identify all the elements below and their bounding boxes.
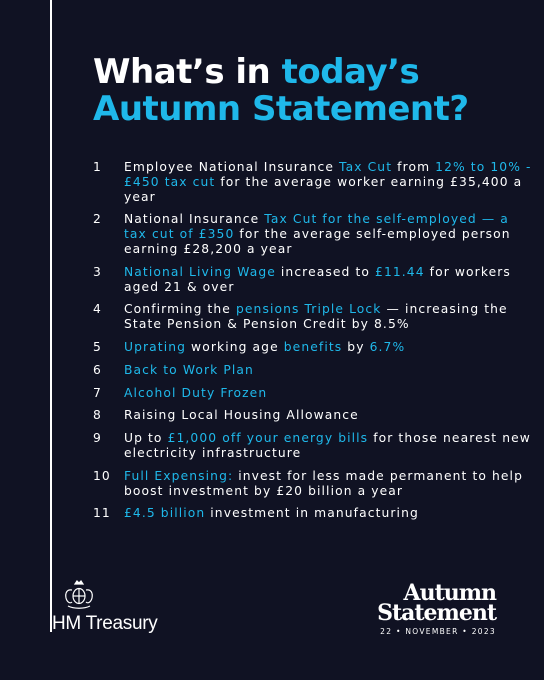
vertical-rule xyxy=(50,0,52,632)
highlight-text: National Living Wage xyxy=(124,264,276,279)
highlight-text: Back to Work Plan xyxy=(124,362,254,377)
item-number: 6 xyxy=(93,362,102,377)
list-item xyxy=(93,506,533,521)
title-accent-1: today’s xyxy=(281,52,420,92)
highlight-text: 12% to 10% - £450 tax cut xyxy=(124,160,532,189)
body-text: increased to xyxy=(275,264,376,279)
item-text xyxy=(124,363,533,378)
body-text: by xyxy=(342,339,370,354)
item-number: 11 xyxy=(93,506,111,521)
item-number: 1 xyxy=(93,160,102,174)
list-item xyxy=(93,469,533,499)
item-number: 7 xyxy=(93,385,102,400)
list-item xyxy=(93,363,533,378)
item-text xyxy=(124,469,533,499)
title-accent-2: Autumn Statement? xyxy=(93,89,469,129)
item-text xyxy=(124,386,533,401)
body-text: from xyxy=(392,160,436,174)
item-text xyxy=(124,265,533,295)
body-text: working age xyxy=(186,339,284,354)
item-number: 3 xyxy=(93,264,102,279)
body-text: for workers aged 21 & over xyxy=(124,264,511,294)
badge-line-1: Autumn xyxy=(403,580,496,606)
item-text xyxy=(124,506,533,521)
body-text: investment in manufacturing xyxy=(205,506,419,521)
highlight-text: £1,000 off your energy bills xyxy=(167,431,369,446)
highlight-text: Uprating xyxy=(124,339,187,354)
body-text: for the average self-employed person earning £28,200 a year xyxy=(124,227,511,256)
statement-list xyxy=(93,160,533,529)
item-text xyxy=(124,408,533,423)
autumn-statement-badge xyxy=(376,580,496,636)
list-item xyxy=(93,386,533,401)
highlight-text: £11.44 xyxy=(375,264,425,279)
body-text: for those nearest new electricity infrastructure xyxy=(124,431,531,460)
list-item xyxy=(93,212,533,256)
hm-treasury-label: HM Treasury xyxy=(52,613,158,634)
item-number: 8 xyxy=(93,408,102,423)
item-number: 5 xyxy=(93,339,102,354)
body-text: Confirming the xyxy=(124,302,236,317)
badge-line-2: Statement xyxy=(377,600,496,626)
body-text: for the average worker earning £35,400 a year xyxy=(124,174,523,204)
highlight-text: 6.7% xyxy=(369,339,406,354)
title-white: What’s in xyxy=(93,52,282,92)
item-number: 2 xyxy=(93,212,102,227)
body-text: — increasing the State Pension & Pension Credit by 8.5% xyxy=(124,302,508,332)
item-text xyxy=(124,340,533,355)
body-text: Up to xyxy=(124,431,168,446)
item-text xyxy=(124,212,533,256)
body-text: National Insurance xyxy=(124,212,265,227)
list-item xyxy=(93,431,533,461)
list-item xyxy=(93,302,533,332)
item-number: 10 xyxy=(93,468,111,483)
highlight-text: Full Expensing: xyxy=(124,468,234,483)
item-number: 9 xyxy=(93,431,102,446)
list-item xyxy=(93,340,533,355)
list-item xyxy=(93,160,533,204)
page-title xyxy=(93,54,523,128)
body-text: Raising Local Housing Allowance xyxy=(124,408,359,423)
highlight-text: pensions Triple Lock xyxy=(235,302,382,317)
list-item xyxy=(93,265,533,295)
item-text xyxy=(124,160,533,204)
item-text xyxy=(124,302,533,332)
body-text: Employee National Insurance xyxy=(124,160,340,174)
highlight-text: benefits xyxy=(283,339,343,354)
highlight-text: £4.5 billion xyxy=(124,506,206,521)
highlight-text: Tax Cut xyxy=(339,160,393,174)
item-number: 4 xyxy=(93,302,102,317)
body-text: invest for less made permanent to help boost investment by £20 billion a year xyxy=(124,468,523,498)
highlight-text: Alcohol Duty Frozen xyxy=(124,385,268,400)
highlight-text: Tax Cut for the self-employed — a tax cut of £350 xyxy=(124,212,509,242)
badge-date: 22 • NOVEMBER • 2023 xyxy=(380,627,496,636)
item-text xyxy=(124,431,533,461)
royal-crest-icon xyxy=(62,580,96,610)
list-item xyxy=(93,408,533,423)
